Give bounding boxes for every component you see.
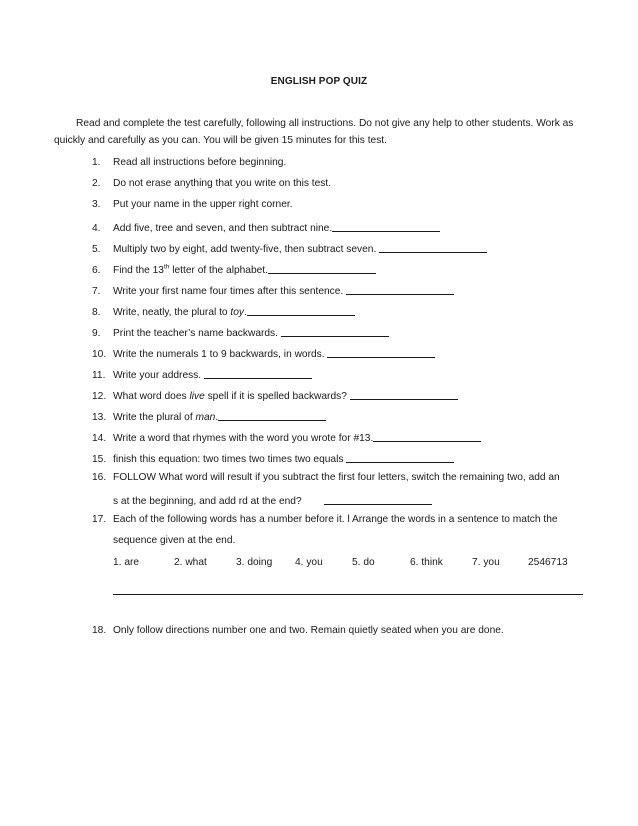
answer-blank[interactable] — [379, 241, 487, 253]
question-number: 14. — [92, 433, 107, 444]
sequence-word: 6. think — [410, 557, 443, 568]
question-number: 16. — [92, 472, 107, 483]
question-text-continued: sequence given at the end. — [113, 535, 236, 546]
question-text-end: spell if it is spelled backwards? — [204, 391, 350, 402]
question-text-start: Write the plural of — [113, 412, 196, 423]
sequence-code: 2546713 — [528, 557, 568, 568]
question-text: finish this equation: two times two times two equals — [113, 454, 347, 465]
question-14 — [92, 430, 481, 444]
question-text: Print the teacher’s name backwards. — [113, 328, 281, 339]
question-number: 18. — [92, 625, 107, 636]
question-number: 17. — [92, 514, 107, 525]
question-16-continued — [113, 493, 432, 507]
question-17 — [92, 514, 558, 525]
page-title: ENGLISH POP QUIZ — [270, 76, 368, 87]
question-text: Each of the following words has a number before it. l Arrange the words in a sentence to match the — [113, 514, 558, 525]
question-number: 15. — [92, 454, 107, 465]
question-text-start: What word does — [113, 391, 190, 402]
sequence-word: 2. what — [174, 557, 207, 568]
question-text: Do not erase anything that you write on this test. — [113, 178, 332, 189]
question-6 — [92, 262, 376, 276]
question-2 — [92, 178, 331, 189]
question-10 — [92, 346, 435, 360]
question-17-continued — [113, 535, 235, 546]
answer-blank[interactable] — [346, 451, 454, 463]
question-text: Read all instructions before beginning. — [113, 157, 287, 168]
question-text: Add five, tree and seven, and then subtract nine. — [113, 223, 333, 234]
question-4 — [92, 220, 440, 234]
question-12 — [92, 388, 458, 402]
sequence-word: 7. you — [472, 557, 500, 568]
question-number: 3. — [92, 199, 101, 210]
question-9 — [92, 325, 389, 339]
answer-blank[interactable] — [346, 283, 454, 295]
question-text-continued: s at the beginning, and add rd at the end? — [113, 496, 302, 507]
question-text: Multiply two by eight, add twenty-five, then subtract seven. — [113, 244, 380, 255]
question-number: 9. — [92, 328, 101, 339]
question-number: 5. — [92, 244, 101, 255]
question-text-end: . — [215, 412, 219, 423]
question-11 — [92, 367, 312, 381]
question-3 — [92, 199, 293, 210]
question-1 — [92, 157, 286, 168]
italic-word: live — [189, 391, 205, 402]
answer-blank[interactable] — [281, 325, 389, 337]
answer-blank[interactable] — [247, 304, 355, 316]
question-text-start: Find the 13 — [113, 265, 164, 276]
answer-blank[interactable] — [327, 346, 435, 358]
question-number: 11. — [92, 370, 106, 381]
answer-blank[interactable] — [218, 409, 326, 421]
sentence-answer-line[interactable] — [113, 594, 583, 595]
question-text: Put your name in the upper right corner. — [113, 199, 293, 210]
question-5 — [92, 241, 487, 255]
question-text: Write your address. — [113, 370, 204, 381]
question-text-end: letter of the alphabet. — [169, 265, 268, 276]
question-text: Write your first name four times after this sentence. — [113, 286, 347, 297]
question-number: 10. — [92, 349, 107, 360]
question-text-end: . — [244, 307, 247, 318]
answer-blank[interactable] — [350, 388, 458, 400]
question-13 — [92, 409, 326, 423]
answer-blank[interactable] — [268, 262, 376, 274]
sequence-word: 1. are — [113, 557, 140, 568]
question-text: Write the numerals 1 to 9 backwards, in words. — [113, 349, 328, 360]
sequence-word: 4. you — [295, 557, 323, 568]
answer-blank[interactable] — [373, 430, 481, 442]
question-text: Write a word that rhymes with the word you wrote for #13. — [113, 433, 374, 444]
question-number: 12. — [92, 391, 107, 402]
question-8 — [92, 304, 355, 318]
question-number: 4. — [92, 223, 101, 234]
question-18 — [92, 625, 504, 636]
ordinal-suffix: th — [163, 263, 170, 271]
question-number: 8. — [92, 307, 101, 318]
question-7 — [92, 283, 454, 297]
question-text: FOLLOW What word will result if you subtract the first four letters, switch the remaining two, add an — [113, 472, 560, 483]
italic-word: toy — [230, 307, 244, 318]
instructions-paragraph: Read and complete the test carefully, following all instructions. Do not give any help to other students. Work as quickly and carefully as you can. You will be given 15 minutes for this test. — [54, 118, 574, 146]
question-16 — [92, 472, 560, 483]
question-15 — [92, 451, 454, 465]
question-number: 2. — [92, 178, 101, 189]
sequence-word: 3. doing — [236, 557, 273, 568]
question-text: Only follow directions number one and two. Remain quietly seated when you are done. — [113, 625, 504, 636]
sequence-word: 5. do — [352, 557, 375, 568]
answer-blank[interactable] — [332, 220, 440, 232]
italic-word: man — [195, 412, 216, 423]
answer-blank[interactable] — [324, 493, 432, 505]
question-number: 7. — [92, 286, 101, 297]
question-number: 13. — [92, 412, 107, 423]
question-number: 6. — [92, 265, 101, 276]
question-number: 1. — [92, 157, 101, 168]
question-text-start: Write, neatly, the plural to — [113, 307, 231, 318]
answer-blank[interactable] — [204, 367, 312, 379]
